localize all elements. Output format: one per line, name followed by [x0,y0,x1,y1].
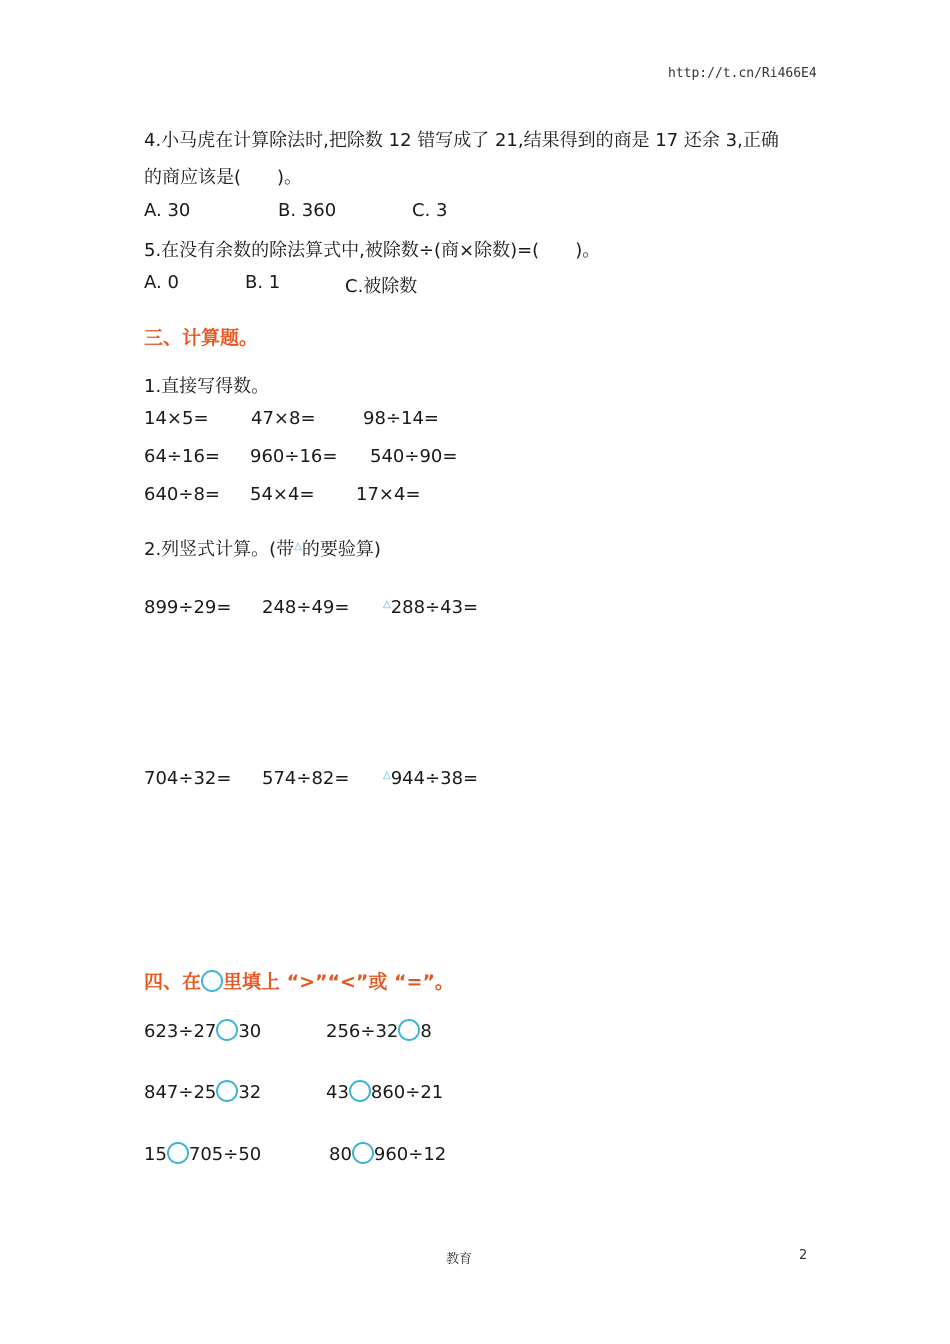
direct-calc-1-1: 14×5= [144,408,209,429]
section-3-title: 三、计算题。 [144,327,259,349]
vertical-calc-2-2: 574÷82= [262,768,350,789]
compare-1-2 [326,1019,432,1042]
triangle-icon: △ [383,599,391,610]
question-4-option-a: A. 30 [144,200,191,221]
compare-right: 32 [238,1082,262,1103]
compare-left: 256÷32 [326,1021,399,1042]
circle-icon[interactable] [352,1142,374,1164]
direct-calc-2-1: 64÷16= [144,446,220,467]
section-4-title [144,967,454,994]
direct-calc-1-3: 98÷14= [363,408,439,429]
compare-2-2 [326,1080,443,1103]
compare-right: 8 [420,1021,432,1042]
compare-left: 15 [144,1144,167,1165]
question-5-option-a: A. 0 [144,272,179,293]
circle-icon[interactable] [216,1080,238,1102]
compare-right: 705÷50 [188,1144,262,1165]
direct-calc-2-2: 960÷16= [250,446,338,467]
compare-1-1 [144,1019,261,1042]
section-3-sub2 [144,535,381,561]
circle-icon[interactable] [398,1019,420,1041]
compare-3-1 [144,1142,261,1165]
direct-calc-1-2: 47×8= [251,408,316,429]
direct-calc-2-3: 540÷90= [370,446,458,467]
triangle-icon: △ [383,770,391,781]
compare-2-1 [144,1080,261,1103]
vertical-calc-1-3 [383,597,478,618]
question-4-line2: 的商应该是( )。 [144,167,303,188]
vertical-calc-1-3-text: 288÷43= [390,597,479,618]
vertical-calc-2-1: 704÷32= [144,768,232,789]
page-number: 2 [799,1248,808,1263]
footer-center: 教育 [446,1252,473,1267]
compare-3-2 [329,1142,446,1165]
section-4-title-after: 里填上 “>”“<”或 “=”。 [223,971,454,993]
question-4-option-b: B. 360 [278,200,337,221]
compare-right: 30 [238,1021,262,1042]
compare-left: 623÷27 [144,1021,217,1042]
question-5-option-b: B. 1 [245,272,281,293]
question-4-option-c: C. 3 [412,200,448,221]
header-url: http://t.cn/Ri466E4 [668,66,817,81]
vertical-calc-1-2: 248÷49= [262,597,350,618]
compare-right: 960÷12 [373,1144,447,1165]
section-4-title-before: 四、在 [144,971,202,993]
direct-calc-3-2: 54×4= [250,484,315,505]
compare-right: 860÷21 [370,1082,444,1103]
triangle-icon: △ [294,541,302,552]
direct-calc-3-1: 640÷8= [144,484,220,505]
section-3-sub2-after: 的要验算) [301,539,381,560]
circle-icon[interactable] [349,1080,371,1102]
question-4-line1: 4.小马虎在计算除法时,把除数 12 错写成了 21,结果得到的商是 17 还余 3,正确 [144,130,779,151]
compare-left: 847÷25 [144,1082,217,1103]
section-3-sub1: 1.直接写得数。 [144,376,270,397]
section-3-sub2-before: 2.列竖式计算。(带 [144,539,295,560]
question-5-option-c: C.被除数 [345,276,418,297]
direct-calc-3-3: 17×4= [356,484,421,505]
circle-icon[interactable] [167,1142,189,1164]
vertical-calc-2-3 [383,768,478,789]
vertical-calc-2-3-text: 944÷38= [390,768,479,789]
vertical-calc-1-1: 899÷29= [144,597,232,618]
compare-left: 80 [329,1144,352,1165]
compare-left: 43 [326,1082,349,1103]
circle-icon[interactable] [216,1019,238,1041]
question-5-line1: 5.在没有余数的除法算式中,被除数÷(商×除数)=( )。 [144,240,601,261]
circle-icon [201,970,223,992]
